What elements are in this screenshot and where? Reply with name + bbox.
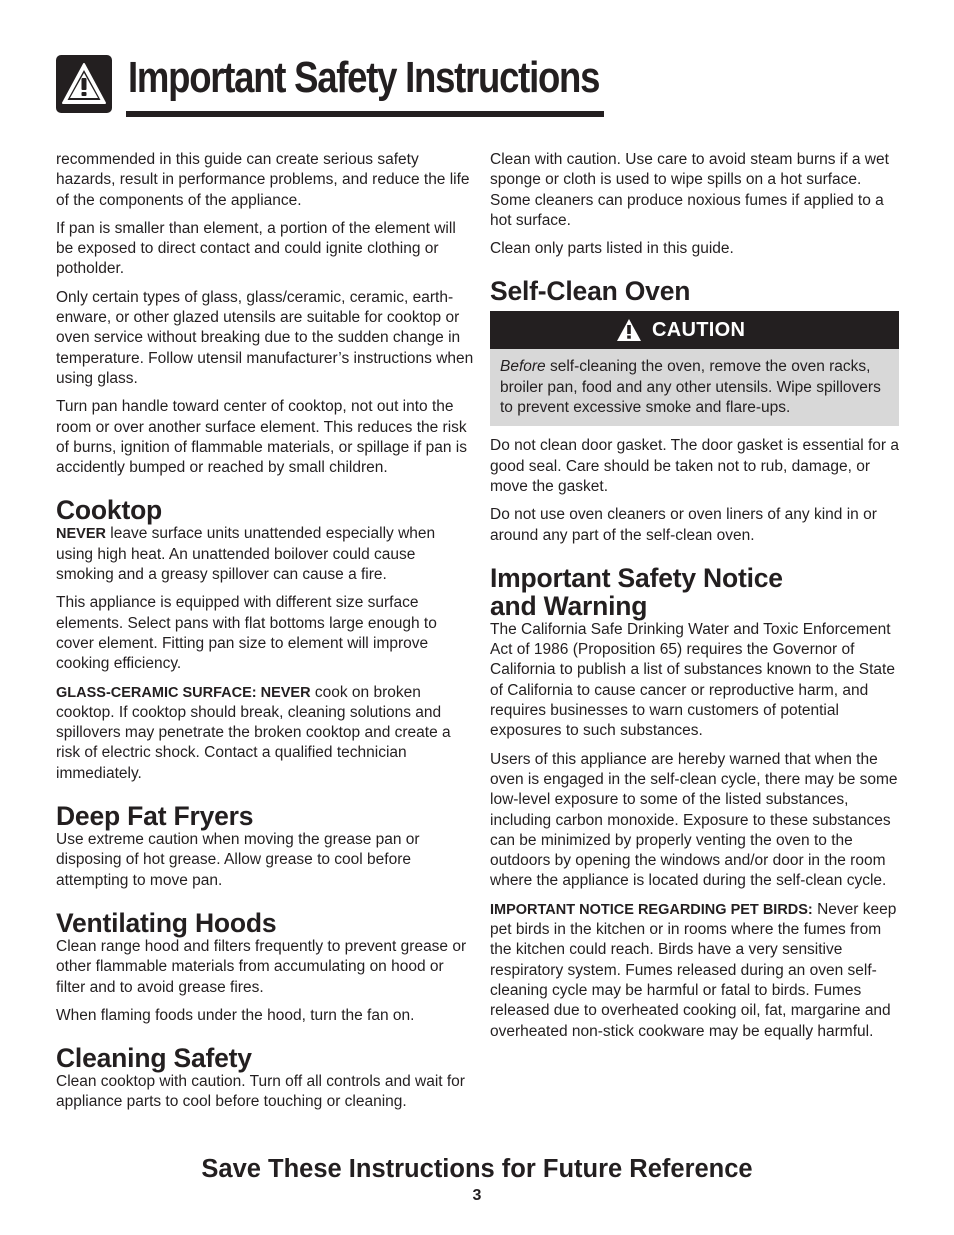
ventilating-hoods-heading: Ventilating Hoods <box>56 907 277 938</box>
cooktop-paragraph-1 <box>56 524 476 585</box>
clean-caution-paragraph: Clean with caution. Use care to avoid steam burns if a wet sponge or cloth is used to wipe spills on a hot surface. Some cleaners can produce noxious fumes if applied to a hot surface. <box>490 151 889 229</box>
warning-triangle-icon <box>56 55 112 113</box>
intro-paragraph-2: If pan is smaller than element, a portion of the element will be exposed to direct contact and could ignite clothing or potholder. <box>56 219 456 278</box>
right-column <box>490 150 904 1050</box>
users-warning-paragraph: Users of this appliance are hereby warned that when the oven is engaged in the self-clean cycle, there may be some low-level exposure to some of the listed substances, including carbon monoxide. Exposure to these substances can be minimized by properly venting the oven to the outdoors by opening the windows and/or door in the room where the appliance is located during the self-clean cycle. <box>490 750 898 890</box>
cooktop-paragraph-3-text: cook on broken cooktop. If cooktop should break, cleaning solutions and spillovers may penetrate the broken cooktop and create a risk of electric shock. Contact a qualified technician immediately. <box>56 683 451 782</box>
cleaning-paragraph: Clean cooktop with caution. Turn off all controls and wait for appliance parts to cool before touching or cleaning. <box>56 1073 465 1111</box>
title-underline <box>126 111 604 117</box>
caution-text <box>500 357 889 418</box>
caution-body <box>490 349 899 426</box>
oven-cleaners-paragraph: Do not use oven cleaners or oven liners of any kind in or around any part of the self-clean oven. <box>490 506 877 544</box>
safety-notice-heading-line-2: and Warning <box>490 590 648 621</box>
page-title: Important Safety Instructions <box>128 53 600 102</box>
caution-warning-icon <box>616 318 642 342</box>
page-header <box>56 52 604 118</box>
cooktop-paragraph-2: This appliance is equipped with different size surface elements. Select pans with flat bottoms large enough to cover element. Fitting pan size to element will improve cooking efficiency. <box>56 594 437 673</box>
caution-box <box>490 311 899 426</box>
caution-rest: self-cleaning the oven, remove the oven racks, broiler pan, food and any other utensils. Wipe spillovers to prevent excessive smoke and flare-ups. <box>500 358 881 417</box>
deep-fat-fryers-heading: Deep Fat Fryers <box>56 801 254 832</box>
intro-paragraph-4: Turn pan handle toward center of cooktop, not out into the room or over another surface element. This reduces the risk of burns, ignition of flammable materials, or spillage if pan is accidently bumped or reached by small children. <box>56 398 467 477</box>
intro-paragraph-1: recommended in this guide can create serious safety hazards, result in performance problems, and reduce the life of the components of the appliance. <box>56 151 470 209</box>
pet-birds-paragraph <box>490 900 904 1042</box>
fryers-paragraph: Use extreme caution when moving the grease pan or disposing of hot grease. Allow grease to cool before attempting to move pan. <box>56 831 420 889</box>
hoods-paragraph-2: When flaming foods under the hood, turn the fan on. <box>56 1006 415 1024</box>
page-number: 3 <box>472 1187 482 1204</box>
caution-bar <box>490 311 899 349</box>
cooktop-heading: Cooktop <box>56 495 163 526</box>
left-column <box>56 150 476 1121</box>
pet-birds-text: Never keep pet birds in the kitchen or in rooms where the fumes from the kitchen could reach. Birds have a very sensitive respiratory system. Fumes released during an oven self-cleaning cycle may be harmful or fatal to birds. Fumes released due to overheated cooking oil, fat, margarine and overheated non-stick cookware may be equally harmful. <box>490 900 897 1040</box>
hoods-paragraph-1: Clean range hood and filters frequently to prevent grease or other flammable materials from accumulating on hood or filter and to avoid grease fires. <box>56 937 467 996</box>
intro-paragraph-3: Only certain types of glass, glass/ceramic, ceramic, earth-enware, or other glazed utensils are suitable for cooktop or oven service without breaking due to the sudden change in temperature. Follow utensil manufacturer’s instructions when using glass. <box>56 288 474 387</box>
never-label: NEVER <box>56 526 106 543</box>
cleaning-safety-heading: Cleaning Safety <box>56 1043 252 1074</box>
door-gasket-paragraph: Do not clean door gasket. The door gasket is essential for a good seal. Care should be taken not to rub, damage, or move the gasket. <box>490 437 899 495</box>
safety-notice-heading-line-1: Important Safety Notice <box>490 562 783 593</box>
footer-title: Save These Instructions for Future Reference <box>201 1155 753 1183</box>
cooktop-paragraph-3 <box>56 683 476 784</box>
safety-notice-heading <box>490 564 904 620</box>
caution-label: CAUTION <box>652 319 746 342</box>
glass-ceramic-label: GLASS-CERAMIC SURFACE: NEVER <box>56 684 311 701</box>
clean-parts-paragraph: Clean only parts listed in this guide. <box>490 240 734 258</box>
cooktop-paragraph-1-text: leave surface units unattended especially when using high heat. An unattended boilover could cause smoking and a greasy spillover can cause a fire. <box>56 525 436 584</box>
prop65-paragraph: The California Safe Drinking Water and Toxic Enforcement Act of 1986 (Proposition 65) requires the Governor of California to publish a list of substances known to the State of California to cause cancer or reproductive harm, and requires businesses to warn customers of potential exposures to such substances. <box>490 620 895 740</box>
caution-lead: Before <box>500 358 546 376</box>
pet-birds-label: IMPORTANT NOTICE REGARDING PET BIRDS: <box>490 901 813 918</box>
self-clean-oven-heading: Self-Clean Oven <box>490 276 691 307</box>
